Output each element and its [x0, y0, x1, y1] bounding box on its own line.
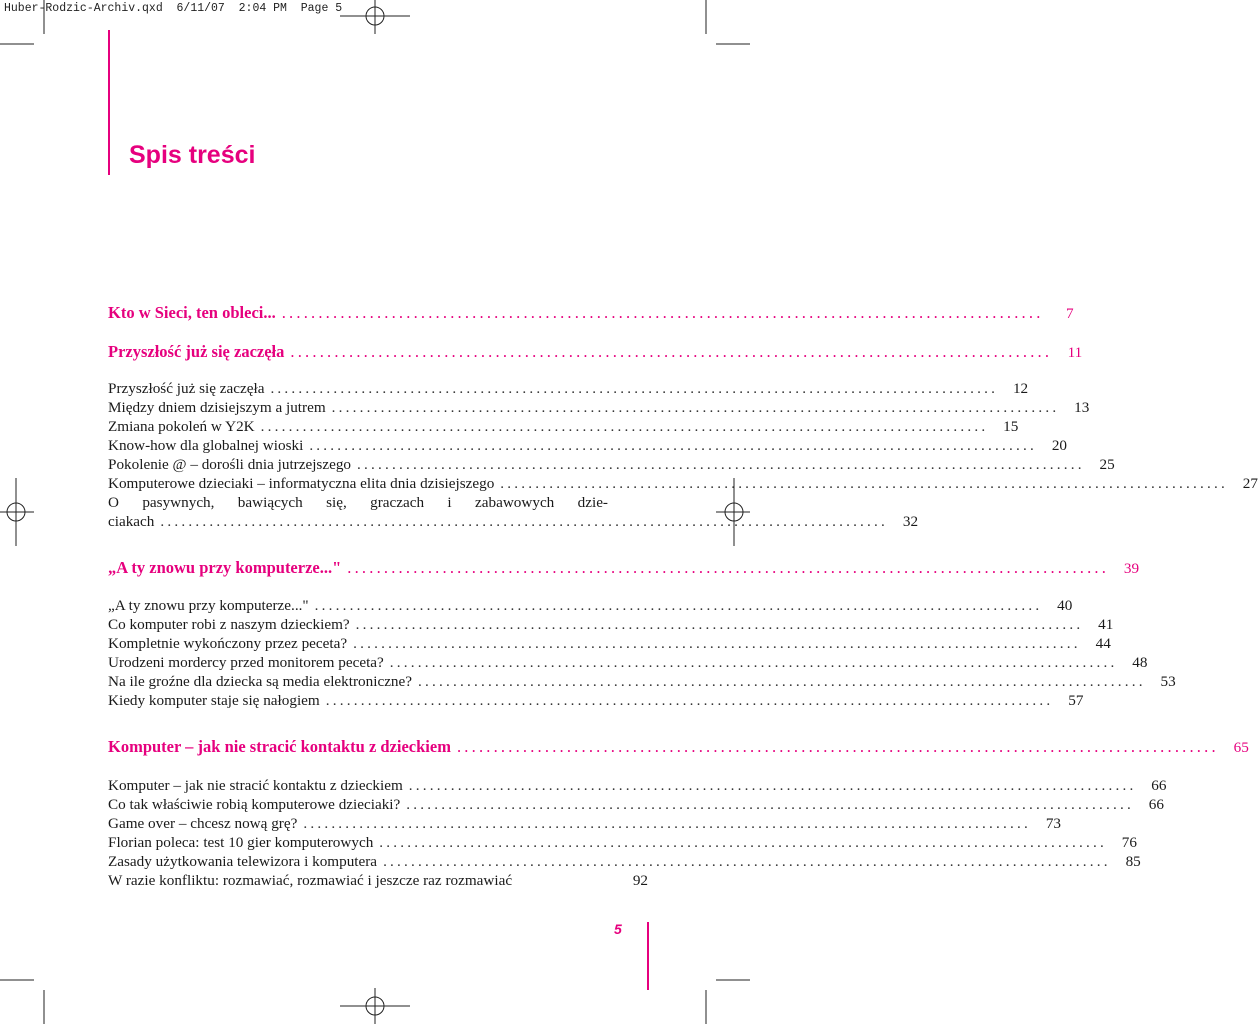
toc-entry: [108, 691, 1084, 710]
toc-list: [108, 596, 1176, 710]
entry-label: Komputer – jak nie stracić kontaktu z dzieckiem: [108, 777, 403, 794]
entry-page: 53: [1160, 673, 1176, 690]
entry-page: 40: [1057, 597, 1073, 614]
leader-dots: ........................................................................................................: [331, 399, 1060, 416]
entry-page: 92: [632, 872, 648, 889]
toc-entry: [108, 634, 1111, 653]
entry-label: Co komputer robi z naszym dzieckiem?: [108, 616, 350, 633]
toc-section-heading: [108, 737, 1249, 756]
entry-label: Zmiana pokoleń w Y2K: [108, 418, 255, 435]
leader-dots: ........................................................................................................: [347, 558, 1110, 577]
entry-label: Florian poleca: test 10 gier komputerowych: [108, 834, 374, 851]
toc-section: [108, 342, 1083, 361]
accent-bar-bottom: [647, 922, 649, 990]
section-page: 39: [1123, 560, 1140, 577]
page-title: Spis treści: [129, 141, 256, 169]
entry-page: 27: [1242, 475, 1258, 492]
leader-dots: ........................................................................................................: [160, 513, 889, 530]
entry-label-continuation-line: [108, 512, 919, 531]
toc-entry: [108, 795, 1164, 814]
toc-entry: [108, 379, 1029, 398]
section-page: 11: [1067, 344, 1083, 361]
section-page: 7: [1065, 305, 1074, 322]
entry-page: 76: [1121, 834, 1137, 851]
entry-page: 66: [1151, 777, 1167, 794]
toc-section: [108, 558, 1140, 577]
leader-dots: ........................................................................................................: [270, 380, 999, 397]
leader-dots: ........................................................................................................: [355, 616, 1084, 633]
entry-page: 48: [1132, 654, 1148, 671]
toc-entry: [108, 833, 1137, 852]
toc-section-heading: [108, 303, 1074, 322]
entry-label: Game over – chcesz nową grę?: [108, 815, 298, 832]
entry-page: 12: [1012, 380, 1029, 397]
entry-page: 25: [1099, 456, 1115, 473]
leader-dots: ........................................................................................................: [260, 418, 989, 435]
toc-section: [108, 737, 1249, 756]
leader-dots: ........................................................................................................: [309, 437, 1037, 454]
leader-dots: ........................................................................................................: [357, 456, 1085, 473]
leader-dots: ........................................................................................................: [303, 815, 1032, 832]
entry-label: Na ile groźne dla dziecka są media elektroniczne?: [108, 673, 413, 690]
toc-entry: [108, 474, 1258, 493]
section-page: 65: [1233, 739, 1249, 756]
section-title: Przyszłość już się zaczęła: [108, 342, 285, 361]
entry-label: Kompletnie wykończony przez peceta?: [108, 635, 348, 652]
entry-label: Przyszłość już się zaczęła: [108, 380, 265, 397]
entry-page: 15: [1003, 418, 1019, 435]
entry-page: 32: [902, 513, 919, 530]
toc-entry: [108, 814, 1062, 833]
toc-entry: [108, 596, 1073, 615]
entry-label: Między dniem dzisiejszym a jutrem: [108, 399, 326, 416]
toc-entry: [108, 672, 1176, 691]
entry-label: Zasady użytkowania telewizora i komputera: [108, 853, 378, 870]
toc-entry: [108, 776, 1167, 795]
leader-dots: ........................................................................................................: [418, 673, 1146, 690]
toc-list: [108, 776, 1167, 890]
entry-page: 20: [1051, 437, 1067, 454]
entry-label: „A ty znowu przy komputerze...": [108, 597, 309, 614]
entry-label: Komputerowe dzieciaki – informatyczna elita dnia dzisiejszego: [108, 475, 495, 492]
leader-dots: ........................................................................................................: [500, 475, 1228, 492]
toc-entry: [108, 493, 919, 531]
entry-page: 44: [1095, 635, 1111, 652]
entry-page: 13: [1074, 399, 1090, 416]
toc-entry: [108, 455, 1115, 474]
entry-page: 41: [1098, 616, 1114, 633]
leader-dots: ........................................................................................................: [456, 737, 1219, 756]
leader-dots: ........................................................................................................: [325, 692, 1054, 709]
leader-dots: ........................................................................................................: [314, 597, 1043, 614]
leader-dots: ........................................................................................................: [406, 796, 1134, 813]
entry-page: 66: [1148, 796, 1164, 813]
toc-section: [108, 303, 1074, 322]
section-title: Kto w Sieci, ten obleci...: [108, 303, 276, 322]
entry-label: Pokolenie @ – dorośli dnia jutrzejszego: [108, 456, 352, 473]
toc-section-heading: [108, 342, 1083, 361]
entry-label: Know-how dla globalnej wioski: [108, 437, 304, 454]
toc-list: [108, 379, 1258, 531]
toc-entry: [108, 871, 648, 890]
leader-dots: ........................................................................................................: [379, 834, 1107, 851]
leader-dots: ........................................................................................................: [383, 853, 1111, 870]
leader-dots: ........................................................................................................: [389, 654, 1118, 671]
entry-label: Urodzeni mordercy przed monitorem peceta?: [108, 654, 384, 671]
toc-section-heading: [108, 558, 1140, 577]
section-title: Komputer – jak nie stracić kontaktu z dzieckiem: [108, 737, 451, 756]
entry-label: Co tak właściwie robią komputerowe dzieciaki?: [108, 796, 401, 813]
toc-entry: [108, 653, 1148, 672]
accent-bar-top: [108, 30, 110, 175]
leader-dots: ........................................................................................................: [408, 777, 1137, 794]
leader-dots: ........................................................................................................: [281, 303, 1044, 322]
toc-entry: [108, 417, 1019, 436]
toc-entry: [108, 436, 1067, 455]
section-title: „A ty znowu przy komputerze...": [108, 558, 342, 577]
entry-label: Kiedy komputer staje się nałogiem: [108, 692, 320, 709]
toc-entry: [108, 852, 1141, 871]
entry-label: O pasywnych, bawiących się, graczach i zabawowych dzie-: [108, 494, 608, 511]
entry-label-continuation: ciakach: [108, 513, 155, 530]
entry-page: 57: [1068, 692, 1084, 709]
entry-page: 85: [1125, 853, 1141, 870]
leader-dots: ........................................................................................................: [353, 635, 1081, 652]
toc-entry: [108, 398, 1090, 417]
file-slug-line: Huber-Rodzic-Archiv.qxd 6/11/07 2:04 PM Page 5: [4, 2, 343, 15]
leader-dots: ........................................................................................................: [290, 342, 1053, 361]
page-number: 5: [614, 921, 622, 937]
entry-page: 73: [1045, 815, 1062, 832]
entry-label: W razie konfliktu: rozmawiać, rozmawiać i jeszcze raz rozmawiać: [108, 872, 513, 889]
toc-entry: [108, 615, 1114, 634]
